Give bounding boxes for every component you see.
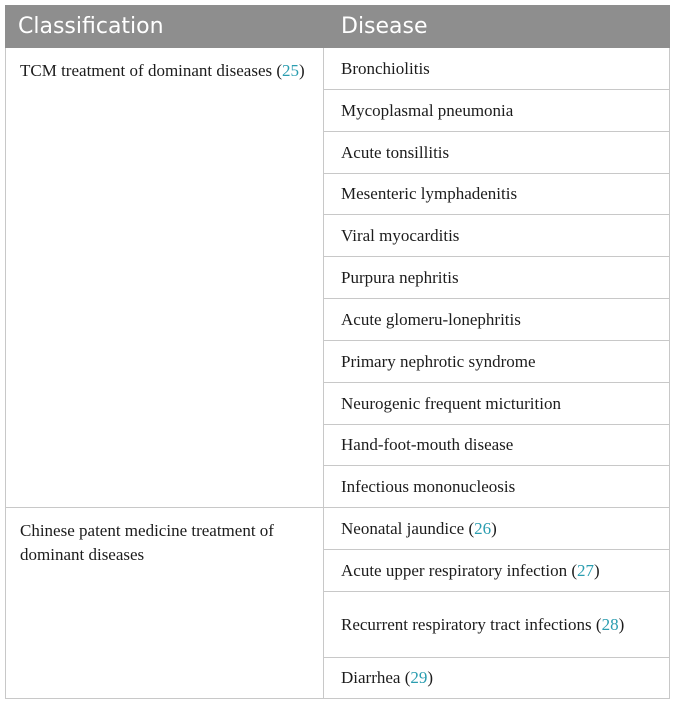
- disease-cell: Recurrent respiratory tract infections (28): [324, 592, 670, 658]
- header-disease: Disease: [324, 6, 670, 48]
- header-classification: Classification: [6, 6, 324, 48]
- disease-cell: Infectious mononucleosis: [324, 466, 670, 508]
- disease-cell: Neonatal jaundice (26): [324, 508, 670, 550]
- reference-link[interactable]: 29: [410, 668, 428, 687]
- disease-cell: Acute glomeru-lonephritis: [324, 299, 670, 341]
- disease-cell: Neurogenic frequent micturition: [324, 383, 670, 425]
- disease-cell: Primary nephrotic syndrome: [324, 341, 670, 383]
- classification-cell-patent-medicine: Chinese patent medicine treatment of dominant diseases: [6, 508, 324, 699]
- disease-cell: Hand-foot-mouth disease: [324, 425, 670, 466]
- disease-cell: Viral myocarditis: [324, 215, 670, 257]
- disease-cell: Acute tonsillitis: [324, 132, 670, 174]
- disease-cell: Bronchiolitis: [324, 48, 670, 90]
- reference-link[interactable]: 27: [577, 560, 595, 580]
- reference-link[interactable]: 26: [474, 518, 492, 538]
- reference-link[interactable]: 28: [601, 614, 619, 634]
- reference-link[interactable]: 25: [282, 61, 300, 80]
- disease-cell: Purpura nephritis: [324, 257, 670, 299]
- disease-cell: Diarrhea (29): [324, 658, 670, 699]
- disease-cell: Mesenteric lymphadenitis: [324, 174, 670, 215]
- header-row: [6, 6, 670, 48]
- disease-classification-table: [5, 5, 670, 699]
- table-row: [6, 508, 670, 550]
- table-row: [6, 48, 670, 90]
- classification-cell-tcm: TCM treatment of dominant diseases (25): [6, 48, 324, 508]
- classification-label: TCM treatment of dominant diseases (: [20, 61, 283, 80]
- disease-cell: Mycoplasmal pneumonia: [324, 90, 670, 132]
- disease-cell: Acute upper respiratory infection (27): [324, 550, 670, 592]
